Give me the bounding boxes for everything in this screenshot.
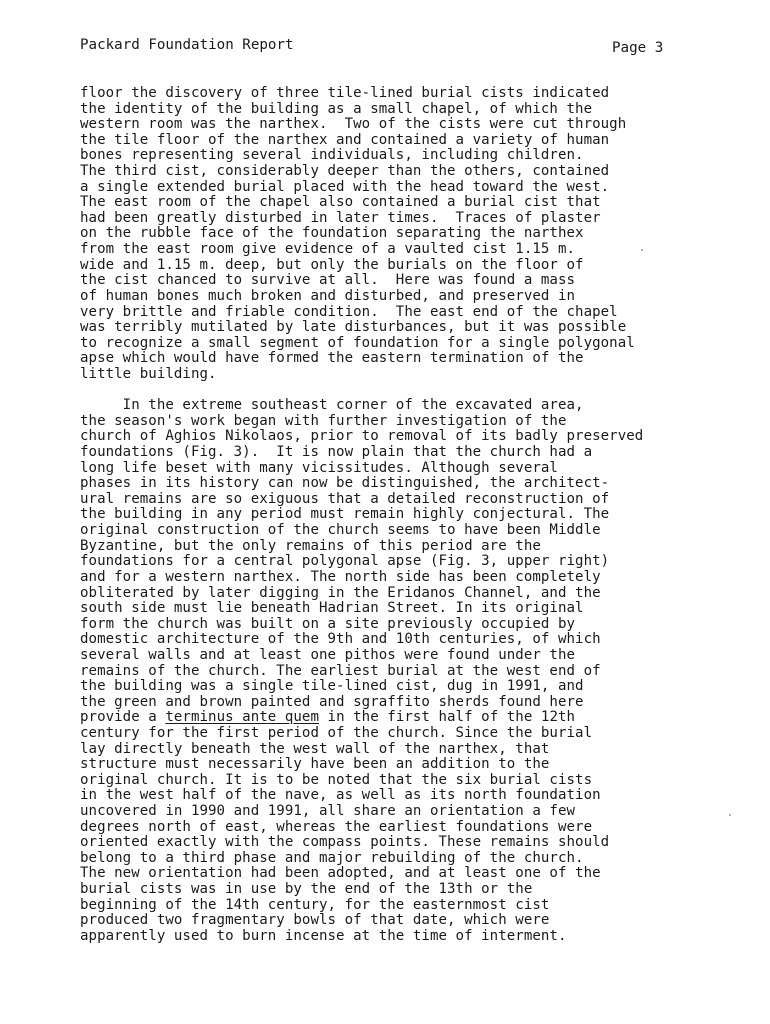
text-line: long life beset with many vicissitudes. Although several [80, 459, 558, 476]
text-line: lay directly beneath the west wall of the narthex, that [80, 740, 550, 757]
text-line: the green and brown painted and sgraffito sherds found here [80, 693, 584, 710]
scan-speck [641, 249, 643, 251]
report-title: Packard Foundation Report [80, 37, 294, 53]
report-body [80, 86, 730, 945]
page-header [80, 36, 670, 56]
text-line: century for the first period of the church. Since the burial [80, 724, 593, 741]
text-line: south side must lie beneath Hadrian Street. In its original [80, 600, 584, 617]
text-line: uncovered in 1990 and 1991, all share an orientation a few [80, 803, 576, 820]
paragraph-aghios-nikolaos [80, 398, 730, 944]
text-line: a single extended burial placed with the head toward the west. [80, 178, 610, 195]
text-line: very brittle and friable condition. The east end of the chapel [80, 303, 618, 320]
text-line: bones representing several individuals, including children. [80, 147, 584, 164]
text-line: oriented exactly with the compass points. These remains should [80, 834, 610, 851]
text-line: phases in its history can now be distinguished, the architect- [80, 475, 610, 492]
text-line-terminus [80, 710, 730, 726]
text-line: beginning of the 14th century, for the easternmost cist [80, 896, 550, 913]
scan-speck [729, 814, 731, 816]
paragraph-lines-after [80, 726, 730, 945]
text-line: of human bones much broken and disturbed, and preserved in [80, 287, 576, 304]
text-line: The third cist, considerably deeper than the others, contained [80, 163, 610, 180]
text-line: produced two fragmentary bowls of that date, which were [80, 912, 550, 929]
text-line: degrees north of east, whereas the earliest foundations were [80, 818, 593, 835]
text-line: apparently used to burn incense at the time of interment. [80, 927, 567, 944]
page-number: Page 3 [612, 40, 664, 56]
text-line: ural remains are so exiguous that a detailed reconstruction of [80, 490, 610, 507]
text-line: belong to a third phase and major rebuilding of the church. [80, 849, 584, 866]
text-line: apse which would have formed the eastern termination of the [80, 350, 584, 367]
text-line: remains of the church. The earliest burial at the west end of [80, 662, 601, 679]
text-line: the season's work began with further investigation of the [80, 412, 567, 429]
text-line: The new orientation had been adopted, and at least one of the [80, 865, 601, 882]
text-line: form the church was built on a site previously occupied by [80, 615, 576, 632]
text-line: obliterated by later digging in the Eridanos Channel, and the [80, 584, 601, 601]
underlined-term: terminus ante quem [165, 709, 319, 726]
text-line: the identity of the building as a small chapel, of which the [80, 100, 593, 117]
text-segment: in the first half of the 12th [319, 709, 576, 726]
text-line: from the east room give evidence of a vaulted cist 1.15 m. [80, 241, 576, 258]
text-line: the building was a single tile-lined cist, dug in 1991, and [80, 678, 584, 695]
text-line: foundations for a central polygonal apse (Fig. 3, upper right) [80, 553, 610, 570]
text-segment: provide a [80, 709, 166, 726]
text-line: original construction of the church seems to have been Middle [80, 522, 601, 539]
text-line: western room was the narthex. Two of the cists were cut through [80, 116, 627, 133]
text-line: the cist chanced to survive at all. Here was found a mass [80, 272, 576, 289]
text-line: and for a western narthex. The north side has been completely [80, 568, 601, 585]
text-line: In the extreme southeast corner of the excavated area, [80, 397, 584, 414]
text-line: was terribly mutilated by late disturbances, but it was possible [80, 319, 627, 336]
text-line: on the rubble face of the foundation separating the narthex [80, 225, 584, 242]
text-line: original church. It is to be noted that the six burial cists [80, 771, 593, 788]
text-line: the building in any period must remain highly conjectural. The [80, 506, 610, 523]
text-line: wide and 1.15 m. deep, but only the burials on the floor of [80, 256, 584, 273]
text-line: foundations (Fig. 3). It is now plain that the church had a [80, 444, 593, 461]
text-line: in the west half of the nave, as well as its north foundation [80, 787, 601, 804]
text-line: Byzantine, but the only remains of this period are the [80, 537, 541, 554]
text-line: domestic architecture of the 9th and 10th centuries, of which [80, 631, 601, 648]
text-line: burial cists was in use by the end of the 13th or the [80, 881, 533, 898]
text-line: the tile floor of the narthex and contained a variety of human [80, 131, 610, 148]
text-line: church of Aghios Nikolaos, prior to removal of its badly preserved [80, 428, 644, 445]
text-line: several walls and at least one pithos were found under the [80, 646, 576, 663]
text-line: The east room of the chapel also contained a burial cist that [80, 194, 601, 211]
text-line: little building. [80, 365, 217, 382]
paragraph-lines-before [80, 398, 730, 710]
paragraph-chapel-burials [80, 86, 730, 383]
text-line: structure must necessarily have been an addition to the [80, 756, 550, 773]
text-line: to recognize a small segment of foundation for a single polygonal [80, 334, 635, 351]
text-line: floor the discovery of three tile-lined burial cists indicated [80, 85, 610, 101]
text-line: had been greatly disturbed in later times. Traces of plaster [80, 209, 601, 226]
